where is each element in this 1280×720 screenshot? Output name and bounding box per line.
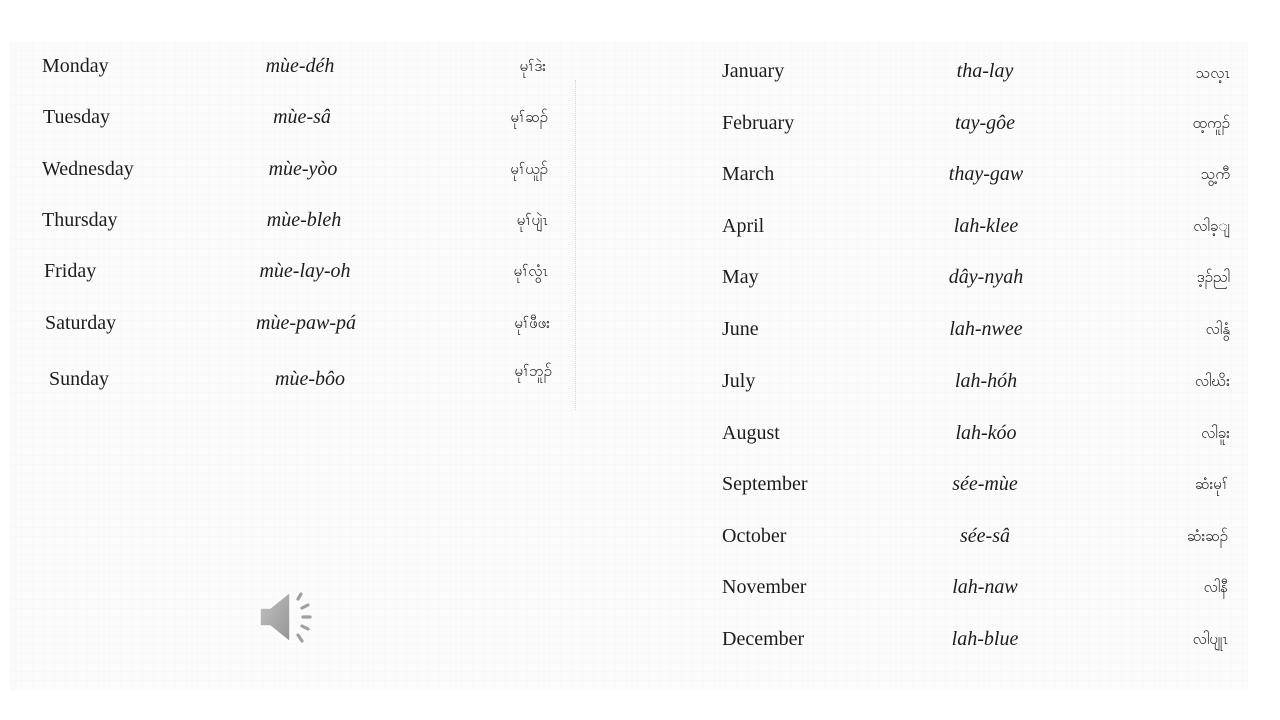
month-row bbox=[722, 215, 1232, 245]
day-row bbox=[42, 260, 562, 290]
day-karen: မုၢ်ပျဲၤ bbox=[516, 211, 548, 229]
month-karen: လါနွံ bbox=[1205, 320, 1230, 338]
month-karen: လါဃိး bbox=[1194, 372, 1230, 390]
month-pronunciation: tha-lay bbox=[956, 60, 1014, 82]
day-english: Thursday bbox=[42, 209, 118, 231]
month-pronunciation: lah-klee bbox=[953, 215, 1019, 237]
month-karen: ဒ့ၣ်ညါ bbox=[1196, 268, 1230, 286]
day-english: Wednesday bbox=[42, 158, 134, 180]
month-row bbox=[722, 112, 1232, 142]
day-karen: မုၢ်ယူၣ် bbox=[510, 160, 548, 178]
day-english: Monday bbox=[42, 55, 109, 77]
day-pronunciation: mùe-bleh bbox=[266, 209, 342, 231]
month-karen: လါခူး bbox=[1201, 424, 1230, 442]
month-karen: လါပျုၤ bbox=[1192, 630, 1228, 648]
day-english: Sunday bbox=[49, 368, 109, 390]
month-row bbox=[722, 576, 1232, 606]
day-row bbox=[42, 158, 562, 188]
month-row bbox=[722, 163, 1232, 193]
month-row bbox=[722, 370, 1232, 400]
month-row bbox=[722, 422, 1232, 452]
month-pronunciation: lah-naw bbox=[952, 576, 1018, 598]
month-karen: သလ့ၤ bbox=[1195, 64, 1230, 82]
day-karen: မုၢ်ဖီဖး bbox=[514, 314, 550, 332]
month-karen: သွ့ကီ bbox=[1200, 165, 1230, 183]
column-divider bbox=[575, 80, 576, 410]
month-pronunciation: sée-sâ bbox=[960, 525, 1010, 547]
month-pronunciation: thay-gaw bbox=[948, 163, 1024, 185]
day-row bbox=[42, 362, 562, 398]
month-pronunciation: dây-nyah bbox=[948, 266, 1024, 288]
month-english: October bbox=[722, 525, 787, 547]
days-table bbox=[42, 55, 562, 405]
month-english: March bbox=[722, 163, 775, 185]
day-row bbox=[42, 312, 562, 342]
month-english: June bbox=[722, 318, 759, 340]
day-row bbox=[42, 55, 562, 85]
day-pronunciation: mùe-paw-pá bbox=[256, 312, 356, 334]
month-english: February bbox=[722, 112, 795, 134]
day-pronunciation: mùe-sâ bbox=[273, 106, 331, 128]
day-karen: မုၢ်လွံၤ bbox=[513, 262, 548, 280]
month-karen: ထ့ကူၣ် bbox=[1192, 114, 1230, 132]
month-english: May bbox=[722, 266, 759, 288]
month-karen: ဆံးဆၣ် bbox=[1186, 527, 1228, 545]
day-pronunciation: mùe-bôo bbox=[275, 368, 345, 390]
speaker-icon bbox=[256, 586, 322, 648]
day-pronunciation: mùe-yòo bbox=[268, 158, 338, 180]
day-row bbox=[42, 106, 562, 136]
month-english: August bbox=[722, 422, 780, 444]
month-row bbox=[722, 318, 1232, 348]
day-english: Saturday bbox=[45, 312, 117, 334]
month-karen: လါနီ bbox=[1203, 578, 1228, 596]
day-row bbox=[42, 209, 562, 239]
day-english: Tuesday bbox=[43, 106, 111, 128]
day-pronunciation: mùe-déh bbox=[265, 55, 335, 77]
month-english: January bbox=[722, 60, 785, 82]
day-karen: မုၢ်ဒဲး bbox=[519, 57, 546, 75]
month-english: November bbox=[722, 576, 807, 598]
month-pronunciation: lah-blue bbox=[951, 628, 1019, 650]
months-table bbox=[722, 60, 1232, 660]
month-pronunciation: lah-kóo bbox=[955, 422, 1017, 444]
day-english: Friday bbox=[44, 260, 97, 282]
month-row bbox=[722, 628, 1232, 658]
month-row bbox=[722, 60, 1232, 90]
day-karen: မုၢ်ဆၣ် bbox=[510, 108, 548, 126]
month-english: December bbox=[722, 628, 805, 650]
month-pronunciation: lah-hóh bbox=[954, 370, 1018, 392]
month-english: September bbox=[722, 473, 808, 495]
month-pronunciation: lah-nwee bbox=[949, 318, 1023, 340]
audio-play-button[interactable] bbox=[256, 586, 322, 648]
month-english: April bbox=[722, 215, 765, 237]
month-row bbox=[722, 266, 1232, 296]
day-karen: မုၢ်ဘူၣ် bbox=[514, 362, 552, 380]
day-pronunciation: mùe-lay-oh bbox=[259, 260, 351, 282]
month-pronunciation: tay-gôe bbox=[955, 112, 1015, 134]
month-pronunciation: sée-mùe bbox=[952, 473, 1018, 495]
month-row bbox=[722, 525, 1232, 555]
month-english: July bbox=[722, 370, 756, 392]
month-karen: ဆံးမုၢ် bbox=[1194, 475, 1228, 493]
month-row bbox=[722, 473, 1232, 503]
month-karen: လါခ့ျ bbox=[1193, 217, 1230, 235]
